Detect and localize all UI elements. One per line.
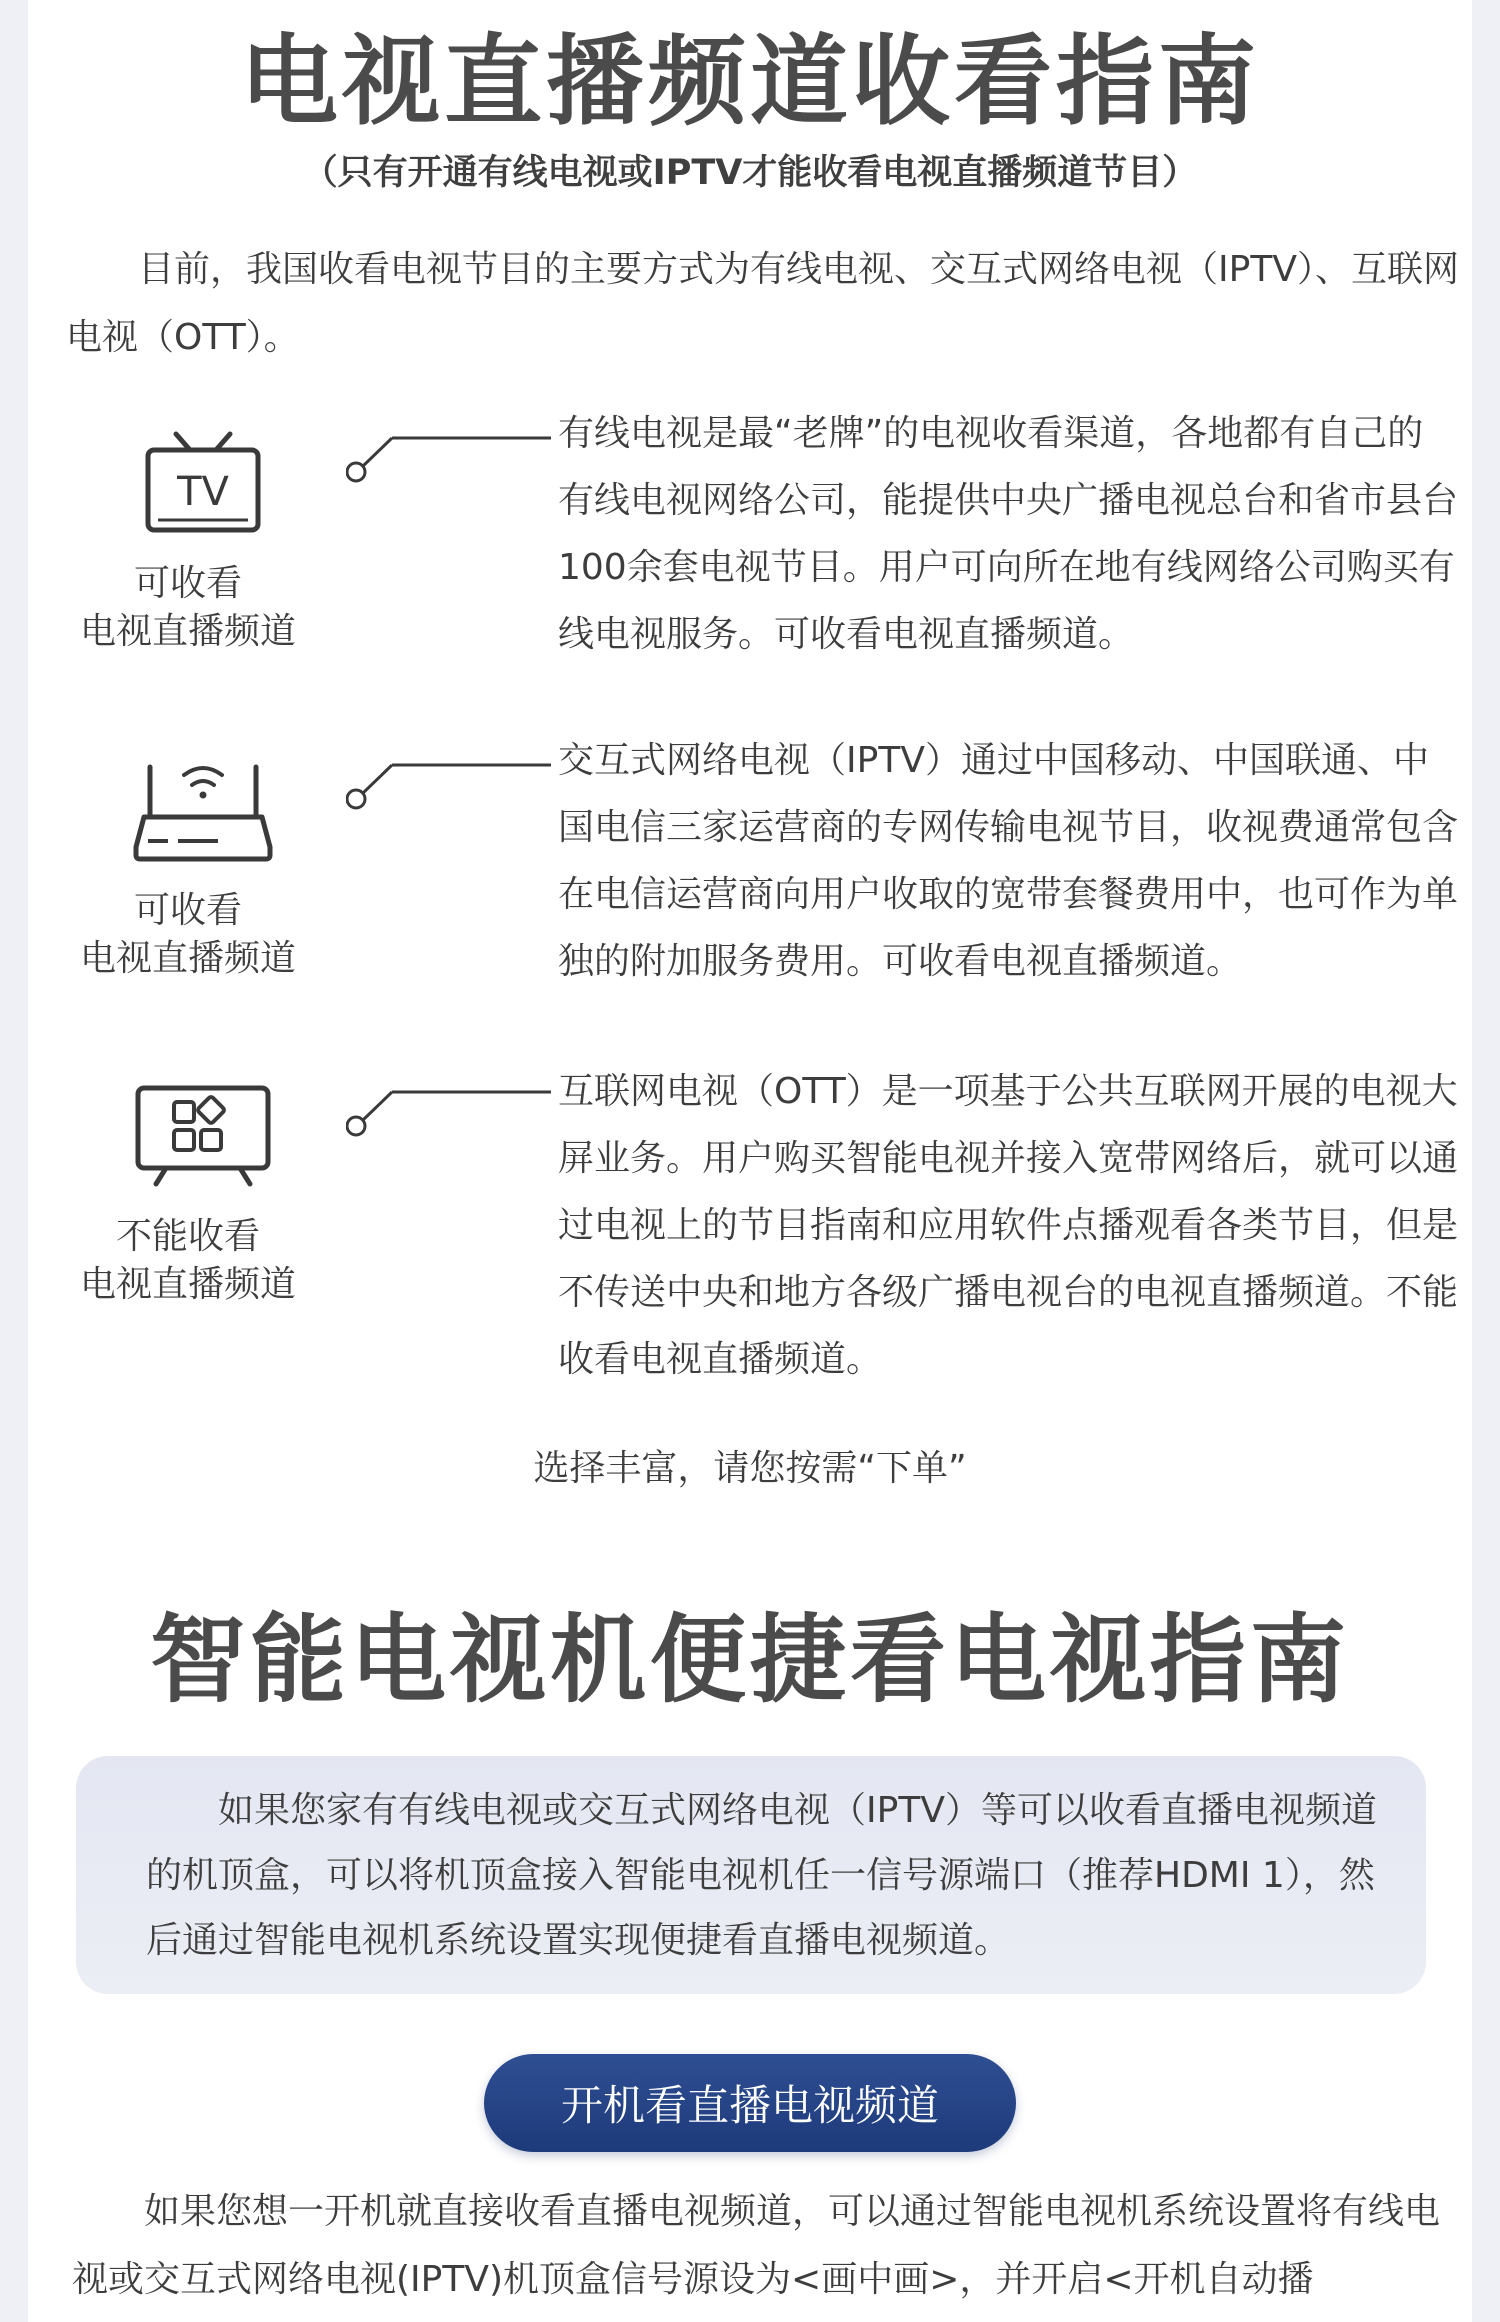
iptv-caption-line1: 可收看 xyxy=(133,890,242,931)
tagline: 选择丰富，请您按需“下单” xyxy=(533,1448,967,1489)
info-box-text: 如果您家有有线电视或交互式网络电视（IPTV）等可以收看直播电视频道的机顶盒，可以将机顶盒接入智能电视机任一信号源端口（推荐HDMI 1），然后通过智能电视机系统设置实现便捷看直播电视频道。 xyxy=(146,1790,1377,1961)
tv-icon xyxy=(118,420,288,540)
iptv-caption xyxy=(68,887,308,983)
page-subtitle: （只有开通有线电视或IPTV才能收看电视直播频道节目） xyxy=(302,153,1198,193)
connector-line xyxy=(346,430,566,490)
section-title: 智能电视机便捷看电视指南 xyxy=(150,1604,1350,1716)
cable-tv-caption-line1: 可收看 xyxy=(133,563,242,604)
ott-description: 互联网电视（OTT）是一项基于公共互联网开展的电视大屏业务。用户购买智能电视并接入宽带网络后，就可以通过电视上的节目指南和应用软件点播观看各类节目，但是不传送中央和地方各级广播电视台的电视直播频道。不能收看电视直播频道。 xyxy=(558,1071,1459,1380)
cable-tv-caption xyxy=(68,560,308,656)
page xyxy=(28,0,1472,2322)
iptv-description: 交互式网络电视（IPTV）通过中国移动、中国联通、中国电信三家运营商的专网传输电视节目，收视费通常包含在电信运营商向用户收取的宽带套餐费用中，也可作为单独的附加服务费用。可收看电视直播频道。 xyxy=(558,740,1459,982)
smart-tv-icon xyxy=(118,1078,288,1198)
cable-tv-description: 有线电视是最“老牌”的电视收看渠道，各地都有自己的有线电视网络公司，能提供中央广播电视总台和省市县台100余套电视节目。用户可向所在地有线网络公司购买有线电视服务。可收看电视直播频道。 xyxy=(558,413,1459,655)
page-title: 电视直播频道收看指南 xyxy=(239,25,1260,139)
cable-tv-caption-line2: 电视直播频道 xyxy=(79,611,296,652)
bottom-paragraph: 如果您想一开机就直接收看直播电视频道，可以通过智能电视机系统设置将有线电视或交互式网络电视(IPTV)机顶盒信号源设为<画中画>，并开启<开机自动播 xyxy=(72,2191,1441,2300)
connector-line xyxy=(346,1084,566,1144)
ott-caption-line2: 电视直播频道 xyxy=(79,1264,296,1305)
ott-caption xyxy=(68,1213,308,1309)
connector-line xyxy=(346,757,566,817)
ott-caption-line1: 不能收看 xyxy=(115,1216,260,1257)
tv-icon-label: TV xyxy=(177,469,229,515)
watch-live-button[interactable]: 开机看直播电视频道 xyxy=(484,2054,1016,2152)
router-icon xyxy=(118,747,288,867)
iptv-caption-line2: 电视直播频道 xyxy=(79,938,296,979)
intro-paragraph: 目前，我国收看电视节目的主要方式为有线电视、交互式网络电视（IPTV）、互联网电视（OTT）。 xyxy=(66,249,1459,358)
info-box xyxy=(76,1756,1426,1994)
